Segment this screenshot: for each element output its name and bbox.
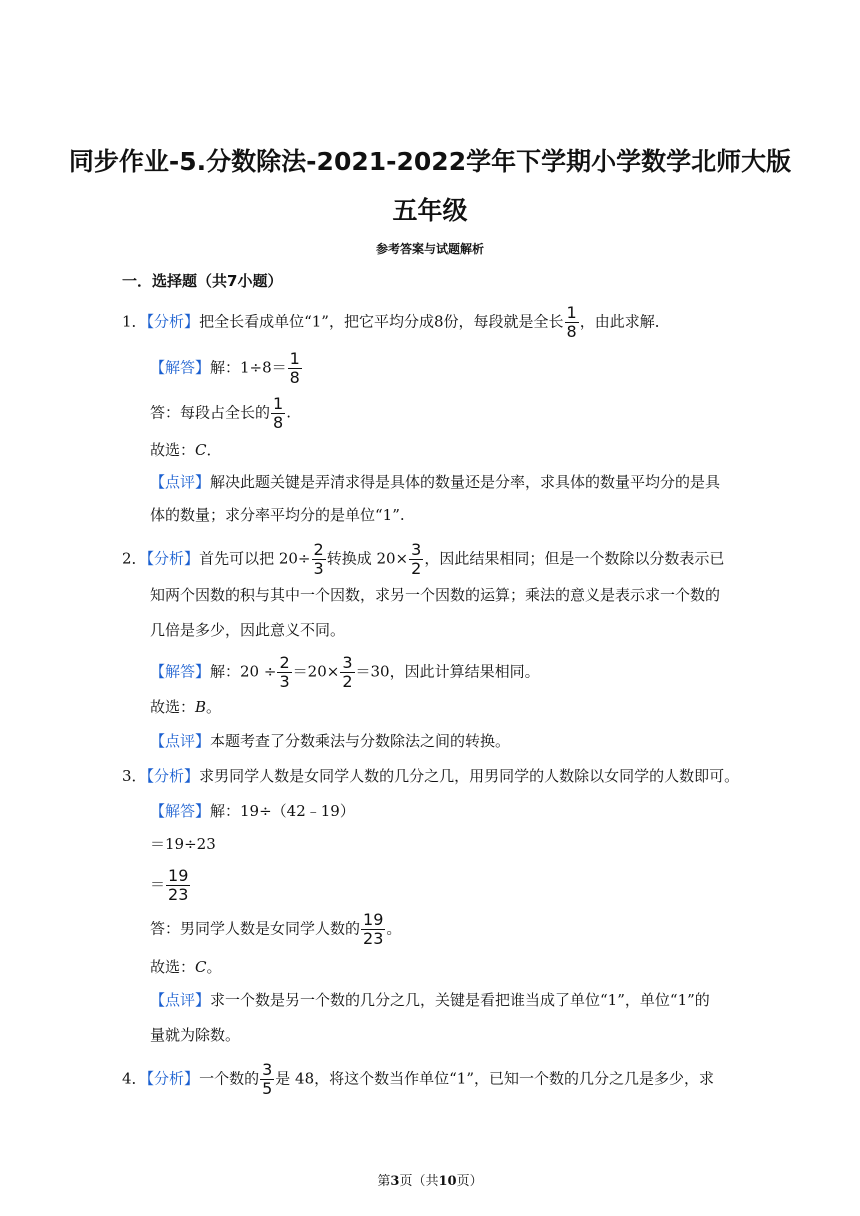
q2-solution: 【解答】解：20 ÷ $\frac{2}{3}$ ＝20× $\frac{3}{2}$ ＝30，因此计算结果相同。 (150, 653, 540, 691)
doc-subtitle: 参考答案与试题解析 (375, 242, 484, 256)
fraction: $\frac{3}{2}$ (342, 653, 353, 691)
analysis-tag: 【分析】 (146, 549, 200, 568)
q2-number: 2． (122, 549, 147, 568)
section-heading: 一．选择题（共7小题） (122, 272, 283, 290)
q2-comment: 【点评】本题考查了分数乘法与分数除法之间的转换。 (150, 732, 511, 750)
q3-analysis: 3．【分析】求男同学人数是女同学人数的几分之几，用男同学的人数除以女同学的人数即可。 (122, 767, 740, 785)
q3-solution: 【解答】解：19÷（42﹣19） (150, 802, 355, 820)
fraction: $\frac{2}{3}$ (313, 540, 324, 578)
q1-answer: 答：每段占全长的 $\frac{1}{8}$ . (150, 394, 291, 432)
comment-tag: 【点评】 (150, 473, 211, 491)
q4-number: 4． (122, 1069, 147, 1088)
q2-analysis-cont2: 几倍是多少，因此意义不同。 (150, 621, 346, 639)
q3-comment: 【点评】求一个数是另一个数的几分之几，关键是看把谁当成了单位“1”，单位“1”的 (150, 991, 710, 1009)
fraction: $\frac{1}{8}$ (289, 349, 300, 387)
fraction: $\frac{19}{23}$ (168, 866, 189, 904)
q3-number: 3． (122, 767, 147, 785)
fraction: $\frac{19}{23}$ (363, 910, 384, 948)
q2-choice: 故选：B。 (150, 698, 222, 716)
analysis-tag: 【分析】 (146, 312, 200, 331)
analysis-tag: 【分析】 (146, 1069, 200, 1088)
q1-number: 1． (122, 312, 147, 331)
doc-title-line1: 同步作业-5.分数除法-2021-2022学年下学期小学数学北师大版 (68, 147, 792, 176)
fraction: $\frac{2}{3}$ (279, 653, 290, 691)
comment-tag: 【点评】 (150, 732, 211, 750)
page-number: 3 (390, 1174, 400, 1189)
q3-step2: ＝19÷23 (150, 835, 216, 853)
solution-tag: 【解答】 (150, 662, 211, 681)
q4-analysis: 4．【分析】一个数的 $\frac{3}{5}$ 是 48，将这个数当作单位“1”，已知一个数的几分之几是多少，求 (122, 1060, 715, 1098)
q1-analysis: 1．【分析】把全长看成单位“1”，把它平均分成8份，每段就是全长 $\frac{1}{8}$ ，由此求解． (122, 303, 670, 341)
q3-comment-cont: 量就为除数。 (150, 1026, 241, 1044)
q1-choice: 故选：C． (150, 441, 222, 459)
solution-tag: 【解答】 (150, 802, 211, 820)
q2-analysis: 2．【分析】首先可以把 20÷ $\frac{2}{3}$ 转换成 20× $\frac{3}{2}$ ，因此结果相同；但是一个数除以分数表示已 (122, 540, 725, 578)
q3-step3: ＝ $\frac{19}{23}$ (150, 866, 189, 904)
fraction: $\frac{3}{5}$ (262, 1060, 273, 1098)
fraction: $\frac{1}{8}$ (566, 303, 577, 341)
doc-title-line2: 五年级 (392, 196, 468, 225)
q1-solution: 【解答】解：1÷8＝ $\frac{1}{8}$ (150, 349, 300, 387)
q1-comment: 【点评】解决此题关键是弄清求得是具体的数量还是分率，求具体的数量平均分的是具 (150, 473, 721, 491)
solution-tag: 【解答】 (150, 358, 211, 377)
comment-tag: 【点评】 (150, 991, 211, 1009)
page-footer: 第3页（共10页） (377, 1174, 483, 1189)
page-total: 10 (438, 1174, 457, 1189)
q2-analysis-cont: 知两个因数的积与其中一个因数，求另一个因数的运算；乘法的意义是表示求一个数的 (150, 586, 721, 604)
fraction: $\frac{1}{8}$ (273, 394, 284, 432)
q3-choice: 故选：C。 (150, 958, 222, 976)
q1-comment-cont: 体的数量；求分率平均分的是单位“1”. (150, 506, 405, 524)
fraction: $\frac{3}{2}$ (411, 540, 422, 578)
q3-answer: 答：男同学人数是女同学人数的 $\frac{19}{23}$ 。 (150, 910, 402, 948)
analysis-tag: 【分析】 (146, 767, 200, 785)
